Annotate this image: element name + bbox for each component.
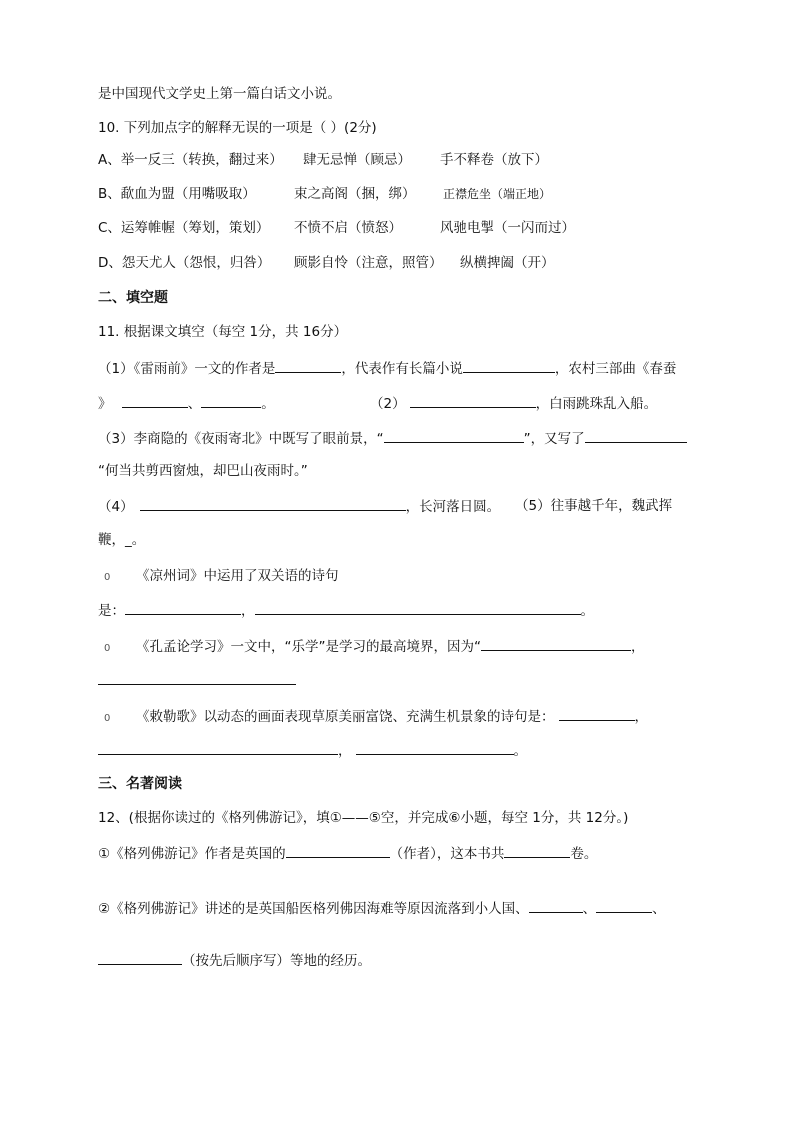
fill-text: 是：	[98, 603, 125, 619]
fill-text: 卷。	[570, 846, 598, 862]
fill-text: ，代表作有长篇小说	[341, 361, 463, 377]
fill-text: 。	[261, 396, 275, 412]
classics-line-2	[98, 898, 666, 919]
fill-text: 、	[187, 396, 202, 412]
fill-line-4: “何当共剪西窗烛，却巴山夜雨时。”	[98, 463, 308, 479]
answer-blank[interactable]	[275, 358, 341, 373]
answer-blank[interactable]	[98, 950, 182, 965]
answer-blank[interactable]	[140, 496, 406, 511]
fill-line-2b	[370, 393, 657, 414]
fill-text: 《凉州词》中运用了双关语的诗句	[136, 568, 339, 584]
fill-text: ，白雨跳珠乱入船。	[535, 396, 658, 412]
fill-text: 。	[513, 743, 527, 759]
answer-blank[interactable]	[504, 843, 570, 858]
option-a-1: A、举一反三（转换，翻过来）	[98, 152, 283, 168]
fill-text: 《孔孟论学习》一文中，“乐学”是学习的最高境界，因为“	[136, 639, 481, 655]
answer-blank[interactable]	[529, 898, 583, 913]
fill-line-8	[98, 600, 594, 621]
fill-text: ②《格列佛游记》讲述的是英国船医格列佛因海难等原因流落到小人国、	[98, 901, 529, 917]
fill-text: ，	[634, 709, 648, 725]
fill-text: （2）	[370, 396, 406, 412]
classics-line-3	[98, 950, 371, 971]
option-d-3: 纵横捭阖（开）	[460, 255, 555, 271]
fill-line-5	[98, 496, 500, 517]
classics-line-1	[98, 843, 597, 864]
answer-blank[interactable]	[255, 600, 581, 615]
option-c-1: C、运筹帷幄（筹划，策划）	[98, 220, 270, 236]
answer-blank[interactable]	[201, 393, 261, 408]
fill-text: 、	[582, 901, 597, 917]
fill-text: 、	[652, 901, 666, 917]
answer-blank[interactable]	[125, 600, 241, 615]
fill-line-11	[104, 706, 648, 729]
fill-line-3	[98, 428, 687, 449]
fill-text: ，农村三部曲《春蚕	[554, 361, 677, 377]
fill-text: ，长河落日圆。	[405, 499, 501, 515]
answer-blank[interactable]	[463, 358, 555, 373]
option-b-1: B、歃血为盟（用嘴吸取）	[98, 186, 256, 202]
answer-blank[interactable]	[410, 393, 536, 408]
fill-text: ，	[241, 603, 255, 619]
fill-text: （按先后顺序写）等地的经历。	[182, 953, 371, 969]
fill-line-1	[98, 358, 676, 379]
fill-text: 《敕勒歌》以动态的画面表现草原美丽富饶、充满生机景象的诗句是：	[136, 709, 555, 725]
answer-blank[interactable]	[384, 428, 524, 443]
fill-text: 》	[98, 396, 112, 412]
fill-text: （4）	[98, 499, 134, 515]
item-number: 0	[104, 713, 111, 724]
option-a-3: 手不释卷（放下）	[440, 152, 548, 168]
question-12: 12、(根据你读过的《格列佛游记》，填①——⑤空，并完成⑥小题，每空 1分，共 12分。)	[98, 810, 629, 826]
fill-line-6: 鞭，_。	[98, 532, 146, 548]
fill-line-5b: （5）往事越千年，魏武挥	[515, 498, 673, 514]
answer-blank[interactable]	[356, 740, 514, 755]
item-number: 0	[104, 643, 111, 654]
fill-text: ，	[630, 639, 645, 655]
answer-blank[interactable]	[98, 670, 296, 685]
section-heading-fill: 二、填空题	[98, 290, 168, 306]
item-number: 0	[104, 572, 111, 583]
answer-blank[interactable]	[286, 843, 390, 858]
answer-blank[interactable]	[122, 393, 188, 408]
fill-line-7	[104, 566, 339, 588]
fill-text: （3）李商隐的《夜雨寄北》中既写了眼前景，“	[98, 431, 384, 447]
text-line: 是中国现代文学史上第一篇白话文小说。	[98, 86, 341, 102]
fill-text: ，	[338, 743, 352, 759]
option-c-2: 不愤不启（愤怒）	[294, 220, 402, 236]
fill-text: （1）《雷雨前》一文的作者是	[98, 361, 276, 377]
question-11: 11. 根据课文填空（每空 1分，共 16分）	[98, 324, 348, 340]
option-b-3: 正襟危坐（端正地）	[443, 187, 552, 201]
option-c-3: 风驰电掣（一闪而过）	[440, 220, 575, 236]
fill-line-2	[98, 393, 275, 414]
option-a-2: 肆无忌惮（顾忌）	[303, 152, 411, 168]
fill-text: ”，又写了	[523, 431, 585, 447]
option-d-2: 顾影自怜（注意，照管）	[294, 255, 443, 271]
fill-text: （作者），这本书共	[389, 846, 505, 862]
answer-blank[interactable]	[585, 428, 687, 443]
answer-blank[interactable]	[596, 898, 652, 913]
answer-blank[interactable]	[559, 706, 635, 721]
answer-blank[interactable]	[481, 636, 631, 651]
fill-text: 。	[580, 603, 594, 619]
fill-text: ①《格列佛游记》作者是英国的	[98, 846, 286, 862]
answer-blank[interactable]	[98, 740, 338, 755]
fill-line-10	[98, 670, 296, 691]
section-heading-classics: 三、名著阅读	[98, 776, 182, 792]
question-10: 10. 下列加点字的解释无误的一项是（ ）(2分)	[98, 120, 377, 136]
option-d-1: D、怨天尤人（怨恨，归咎）	[98, 255, 271, 271]
fill-line-9	[104, 636, 644, 659]
fill-line-12	[98, 740, 527, 761]
option-b-2: 束之高阁（捆，绑）	[294, 186, 416, 202]
